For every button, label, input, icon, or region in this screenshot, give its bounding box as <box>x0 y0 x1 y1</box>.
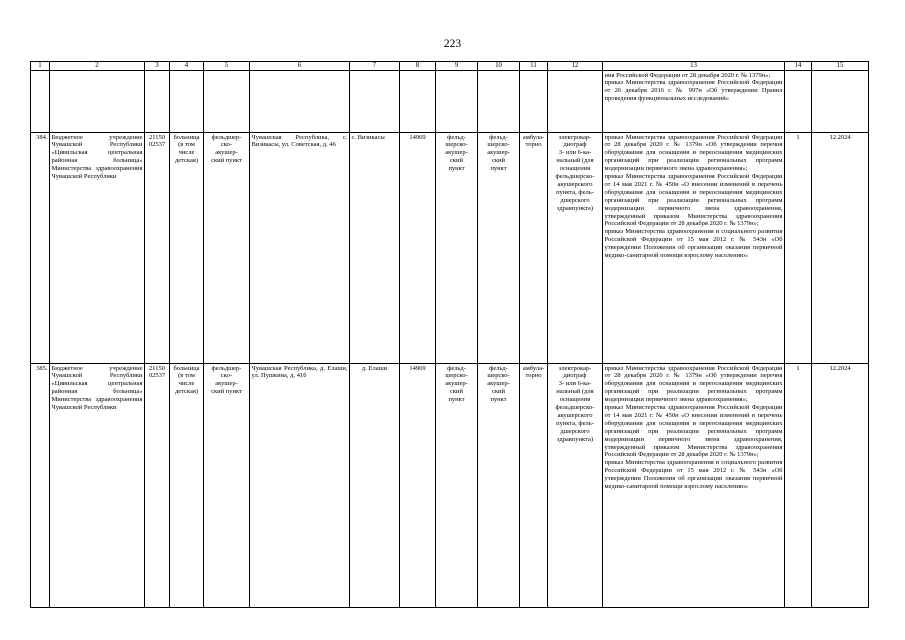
care-cell: амбула- торно <box>520 364 548 608</box>
column-header: 15 <box>812 62 869 71</box>
column-header: 12 <box>548 62 603 71</box>
facility-type-cell: больница (в том числе детская) <box>170 133 204 364</box>
column-header: 7 <box>350 62 400 71</box>
qty-cell: 1 <box>785 364 812 608</box>
institution-cell: Бюджетное учреждение Чувашской Республики «Цивильская центральная районная больница» Министерства здравоохранения Чувашской Республики <box>50 364 145 608</box>
page-number: 223 <box>443 38 462 50</box>
col10-cell: фельд- шерско- акушер- ский пункт <box>478 364 520 608</box>
qty-cell: 1 <box>785 133 812 364</box>
settlement-cell: с. Визикасы <box>350 133 400 364</box>
col9-cell: фельд- шерско- акушер- ский пункт <box>436 364 478 608</box>
col10-cell: фельд- шерско- акушер- ский пункт <box>478 133 520 364</box>
basis-cell: приказ Министерства здравоохранения Российской Федерации от 28 декабря 2020 г. № 1379н «Об утверждении перечня оборудования для оснащения и переоснащения медицинских организаций при реализации региональных программ модернизации первичного звена здравоохранения»; приказ Министерства здравоохранения Российской Федерации от 14 мая 2021 г. № 450н «О внесении изменений в перечень оборудования для оснащения и переоснащения медицинских организаций при реализации региональных программ модернизации первичного звена здравоохранения, утвержденный приказом Министерства здравоохранения Российской Федерации от 28 декабря 2020 г. № 1379н»; приказ Министерства здравоохранения и социального развития Российской Федерации от 15 мая 2012 г. № 543н «Об утверждении Положения об организации оказания первичной медико-санитарной помощи взрослому населению» <box>603 364 785 608</box>
continuation-row <box>31 71 869 133</box>
code-cell: 21150 02537 <box>145 133 170 364</box>
column-header: 5 <box>204 62 250 71</box>
equipment-cell: электрокар- диограф 3- или 6-ка- нальный (для оснащения фельдшерско- акушерского пункта, фель- дшерского здравпункта) <box>548 133 603 364</box>
table-row <box>31 133 869 364</box>
column-header: 10 <box>478 62 520 71</box>
column-header: 2 <box>50 62 145 71</box>
care-cell: амбула- торно <box>520 133 548 364</box>
address-cell: Чувашская Республика, д. Елаши, ул. Пушкина, д. 41б <box>250 364 350 608</box>
date-cell: 12.2024 <box>812 364 869 608</box>
continuation-basis-cell: ния Российской Федерации от 28 декабря 2020 г. № 1379н»; приказ Министерства здравоохранения Российской Федерации от 26 декабря 2016 г. № 997н «Об утверждении Правил проведения функциональных исследований» <box>603 71 785 133</box>
column-header: 3 <box>145 62 170 71</box>
equipment-cell: электрокар- диограф 3- или 6-ка- нальный (для оснащения фельдшерско- акушерского пункта, фель- дшерского здравпункта) <box>548 364 603 608</box>
index-cell: 14969 <box>400 133 436 364</box>
column-header: 1 <box>31 62 50 71</box>
column-header: 11 <box>520 62 548 71</box>
unit-cell: фельдшер- ско- акушер- ский пункт <box>204 364 250 608</box>
index-cell: 14969 <box>400 364 436 608</box>
column-header: 13 <box>603 62 785 71</box>
column-header: 14 <box>785 62 812 71</box>
basis-cell: приказ Министерства здравоохранения Российской Федерации от 28 декабря 2020 г. № 1379н «Об утверждении перечня оборудования для оснащения и переоснащения медицинских организаций при реализации региональных программ модернизации первичного звена здравоохранения»; приказ Министерства здравоохранения Российской Федерации от 14 мая 2021 г. № 450н «О внесении изменений в перечень оборудования для оснащения и переоснащения медицинских организаций при реализации региональных программ модернизации первичного звена здравоохранения, утвержденный приказом Министерства здравоохранения Российской Федерации от 28 декабря 2020 г. № 1379н»; приказ Министерства здравоохранения и социального развития Российской Федерации от 15 мая 2012 г. № 543н «Об утверждении Положения об организации оказания первичной медико-санитарной помощи взрослому населению» <box>603 133 785 364</box>
column-header: 9 <box>436 62 478 71</box>
column-header: 6 <box>250 62 350 71</box>
code-cell: 21150 02537 <box>145 364 170 608</box>
facility-type-cell: больница (в том числе детская) <box>170 364 204 608</box>
column-header: 8 <box>400 62 436 71</box>
settlement-cell: д. Елаши <box>350 364 400 608</box>
address-cell: Чувашская Республика, с. Визикасы, ул. Советская, д. 46 <box>250 133 350 364</box>
column-number-row <box>31 62 869 71</box>
institution-cell: Бюджетное учреждение Чувашской Республики «Цивильская центральная районная больница» Министерства здравоохранения Чувашской Республики <box>50 133 145 364</box>
table-row <box>31 364 869 608</box>
row-number: 384. <box>31 133 50 364</box>
col9-cell: фельд- шерско- акушер- ский пункт <box>436 133 478 364</box>
row-number: 385. <box>31 364 50 608</box>
date-cell: 12.2024 <box>812 133 869 364</box>
column-header: 4 <box>170 62 204 71</box>
regulatory-table <box>30 61 869 608</box>
unit-cell: фельдшер- ско- акушер- ский пункт <box>204 133 250 364</box>
